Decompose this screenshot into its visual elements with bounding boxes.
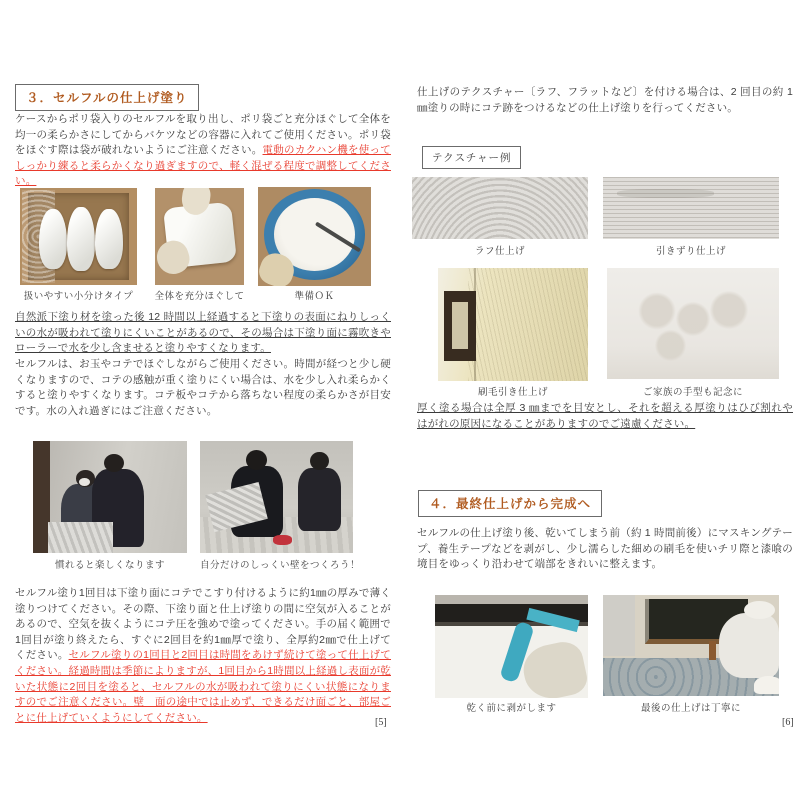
worker-art bbox=[719, 613, 779, 678]
handprint-art bbox=[676, 301, 710, 337]
paragraph-unpack-black: ケースからポリ袋入りのセルフルを取り出し、ポリ袋ごと充分ほぐして全体を均一の柔らかさにしてからバケツなどの容器に入れてご使用ください。ポリ袋をほぐす際は袋が破れないようにご注意ください。 bbox=[15, 113, 391, 157]
photo-practice-plastering bbox=[33, 441, 187, 553]
bucket-art bbox=[754, 676, 779, 694]
photo-texture-drag bbox=[603, 177, 779, 239]
person-head-art bbox=[310, 452, 328, 470]
photo-caption: 扱いやすい小分けタイプ bbox=[23, 291, 134, 302]
paragraph-final-finish: セルフルの仕上げ塗り後、乾いてしまう前（約 1 時間前後）にマスキングテープ、養生テープなどを剥がし、少し濡らした細めの刷毛を使いチリ際と漆喰の境目をゆっくり沿わせて端部をきれいに整えます。 bbox=[417, 527, 793, 571]
window-sill-art bbox=[435, 595, 588, 604]
gloved-hand-art bbox=[519, 639, 588, 698]
photo-tape-removal bbox=[435, 595, 588, 698]
drag-texture-art bbox=[603, 177, 779, 239]
section-3-heading: ３．セルフルの仕上げ塗り bbox=[15, 84, 199, 111]
picture-frame-art bbox=[452, 302, 469, 349]
photo-bucket-ready bbox=[258, 187, 371, 286]
handprint-art bbox=[710, 290, 748, 330]
paragraph-first-second-coat bbox=[15, 586, 391, 726]
photo-handprints bbox=[607, 268, 779, 379]
photo-caption: ご家族の手型も記念に bbox=[642, 387, 743, 398]
rough-texture-art bbox=[412, 177, 588, 239]
photo-portion-packs bbox=[20, 188, 137, 285]
foil-board-art bbox=[48, 522, 113, 553]
paragraph-texture-intro: 仕上げのテクスチャー〔ラフ、フラットなど〕を付ける場合は、2 回目の約 1 ㎜塗りの時にコテ跡をつけるなどの仕上げ塗りを行ってください。 bbox=[417, 86, 793, 114]
paragraph-mist-water: 自然派下塗り材を塗った後 12 時間以上経過すると下塗りの表面にねりしっくいの水が吸われて塗りにくいことがあるので、その場合は下塗り面に霧吹きやローラーで水を少し含ませると塗りやすくなります。 bbox=[15, 311, 391, 355]
photo-texture-brushed bbox=[438, 268, 588, 381]
photo-caption: 引きずり仕上げ bbox=[655, 246, 726, 257]
plaster-bag-art bbox=[39, 209, 67, 269]
photo-caption: 全体を充分ほぐして bbox=[154, 291, 245, 302]
face-mask-art bbox=[79, 478, 90, 486]
plaster-bag-art bbox=[95, 209, 123, 269]
handprint-art bbox=[655, 329, 686, 362]
page-right bbox=[400, 0, 800, 800]
photo-final-touch bbox=[603, 595, 779, 696]
handprint-art bbox=[638, 292, 676, 330]
paragraph-coat-black: セルフル塗り1回目は下塗り面にコテでこすり付けるように約1㎜の厚みで薄く塗りつけてください。その際、下塗り面と仕上げ塗りの間に空気が入ることがあるので、空気を抜くようにコテ圧を強めで塗ってください。手の届く範囲で1回目が塗り終えたら、すぐに2回目を約1㎜厚で塗り、全厚約2㎜で仕上げてください。 bbox=[15, 587, 391, 662]
brush-streaks-art bbox=[468, 268, 588, 381]
photo-caption: 刷毛引き仕上げ bbox=[477, 387, 548, 398]
section-4-heading: ４．最終仕上げから完成へ bbox=[418, 490, 602, 517]
paragraph-unpack-red-warning: 電動のカクハン機を使ってしっかり練ると柔らかくなり過ぎますので、軽く混ぜる程度で調整してください。 bbox=[15, 144, 391, 188]
texture-example-label: テクスチャー例 bbox=[422, 146, 521, 169]
paragraph-coat-red-warning: セルフル塗りの1回目と2回目は時間をあけず続けて塗って仕上げてください。経過時間は季節によりますが、1回目から1時間以上経過し表面が乾いた状態に2回目を塗ると、セルフルの水が吸われて塗りにくい状態になりますのでご注意ください。壁 面の途中では止めず、できるだけ面ごと、部屋ごとに仕上げていくようにしてください。 bbox=[15, 649, 391, 724]
photo-caption: 乾く前に剥がします bbox=[466, 703, 557, 714]
photo-caption: 慣れると楽しくなります bbox=[54, 560, 165, 571]
photo-caption: 準備ＯＫ bbox=[294, 291, 335, 302]
photo-caption: ラフ仕上げ bbox=[474, 246, 525, 257]
paragraph-softness: セルフルは、お玉やコテでほぐしながらご使用ください。時間が経つと少し硬くなりますので、コテの感触が重く塗りにくい場合は、水を少し入れ柔らかくすると塗りやすくなります。コテ板やコテから落ちない程度の柔らかさが目安です。水の入れ過ぎにはご注意ください。 bbox=[15, 358, 391, 417]
drag-texture-art bbox=[617, 189, 714, 198]
page-number-right: [6] bbox=[782, 717, 794, 728]
paragraph-thickness-warning: 厚く塗る場合は全厚 3 ㎜までを目安とし、それを超える厚塗りはひび割れやはがれの原因になることがありますのでご遠慮ください。 bbox=[417, 402, 793, 430]
wall-art bbox=[603, 595, 635, 656]
person-art bbox=[298, 468, 341, 531]
photo-caption: 最後の仕上げは丁寧に bbox=[640, 703, 741, 714]
plaster-bag-art bbox=[67, 207, 95, 271]
photo-caption: 自分だけのしっくい壁をつくろう！ bbox=[200, 560, 361, 571]
red-shoe-art bbox=[273, 535, 291, 545]
photo-texture-rough bbox=[412, 177, 588, 239]
photo-loosening-bag bbox=[155, 188, 244, 285]
paragraph-unpack bbox=[15, 112, 391, 190]
brush-art bbox=[709, 641, 716, 659]
photo-kids-plastering bbox=[200, 441, 353, 553]
page-number-left: [5] bbox=[375, 717, 387, 728]
door-frame-art bbox=[33, 441, 50, 553]
